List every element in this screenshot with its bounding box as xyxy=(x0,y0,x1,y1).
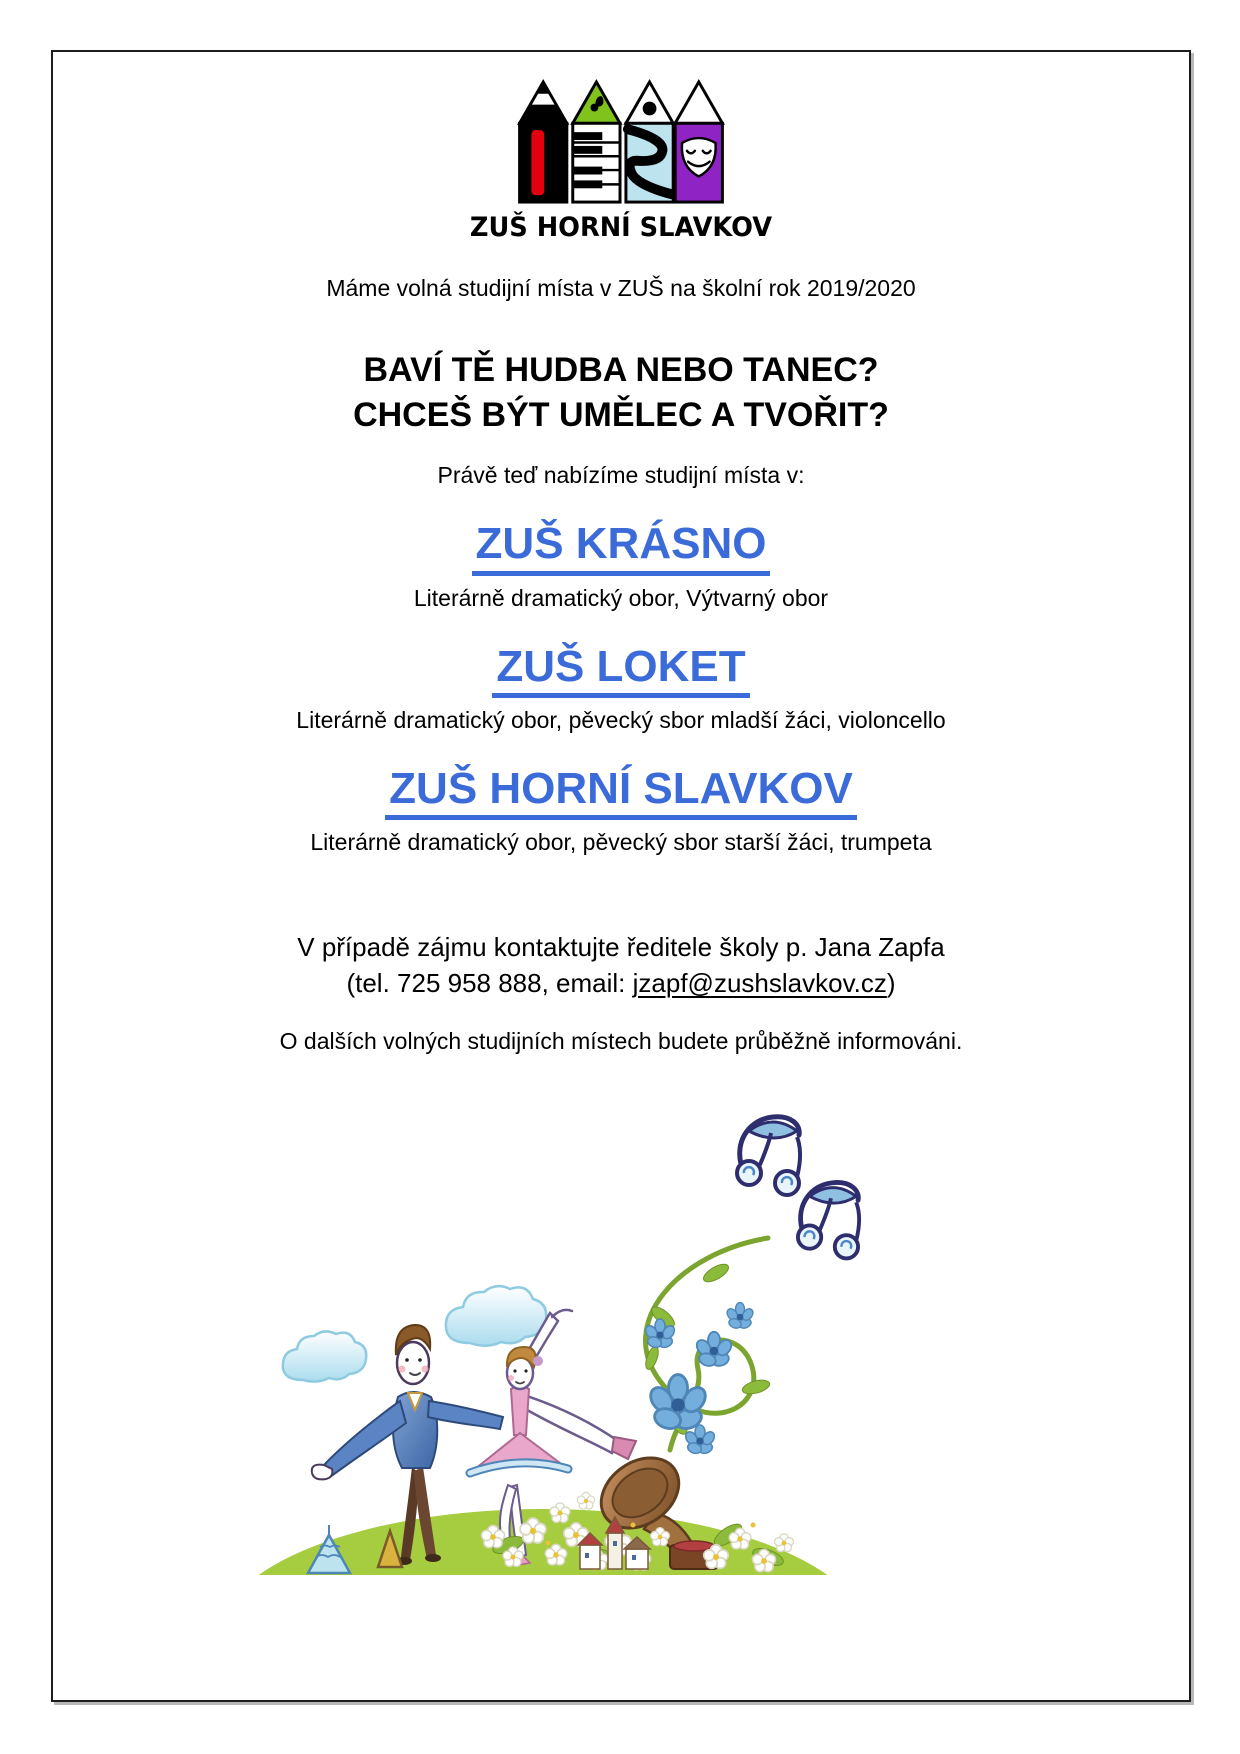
crayon-pencil-icon xyxy=(520,82,567,202)
music-notes-icon xyxy=(737,1116,859,1258)
poster-page xyxy=(51,50,1191,1702)
school-programs-krasno: Literárně dramatický obor, Výtvarný obor xyxy=(413,584,829,611)
illustration-svg xyxy=(208,1105,880,1575)
subheading: Právě teď nabízíme studijní místa v: xyxy=(437,462,805,489)
contact-line1: V případě zájmu kontaktujte ředitele školy p. Jana Zapfa xyxy=(297,932,945,962)
logo-pencils xyxy=(515,78,727,206)
school-section-krasno xyxy=(53,521,1189,611)
theater-mask-pencil-icon xyxy=(675,82,722,202)
piano-pencil-icon xyxy=(573,82,620,202)
dancing-couple-illustration xyxy=(208,1105,880,1575)
school-section-loket xyxy=(53,641,1189,734)
school-link-loket[interactable]: ZUŠ LOKET xyxy=(492,644,749,698)
headline-line2: CHCEŠ BÝT UMĚLEC A TVOŘIT? xyxy=(353,396,889,435)
contact-block xyxy=(53,930,1189,1002)
email-link[interactable]: jzapf@zushslavkov.cz xyxy=(632,967,887,998)
headline-line1: BAVÍ TĚ HUDBA NEBO TANEC? xyxy=(363,351,879,389)
contact-line2 xyxy=(53,966,1189,1002)
school-logo xyxy=(53,78,1189,243)
headline xyxy=(53,348,1189,438)
school-programs-horni-slavkov: Literárně dramatický obor, pěvecký sbor starší žáci, trumpeta xyxy=(310,829,932,855)
logo-caption: ZUŠ HORNÍ SLAVKOV xyxy=(469,212,773,243)
footer-note: O dalších volných studijních místech budete průběžně informováni. xyxy=(279,1027,963,1054)
school-link-krasno[interactable]: ZUŠ KRÁSNO xyxy=(472,521,771,575)
intro-text: Máme volná studijní místa v ZUŠ na školní rok 2019/2020 xyxy=(326,275,916,301)
wave-pencil-icon xyxy=(626,82,673,202)
school-section-horni-slavkov xyxy=(53,763,1189,856)
contact-line2-suffix: ) xyxy=(886,967,896,998)
flower-vine xyxy=(643,1238,771,1455)
school-link-horni-slavkov[interactable]: ZUŠ HORNÍ SLAVKOV xyxy=(385,766,857,820)
school-programs-loket: Literárně dramatický obor, pěvecký sbor mladší žáci, violoncello xyxy=(296,706,946,733)
contact-line2-prefix: (tel. 725 958 888, email: xyxy=(346,967,633,998)
